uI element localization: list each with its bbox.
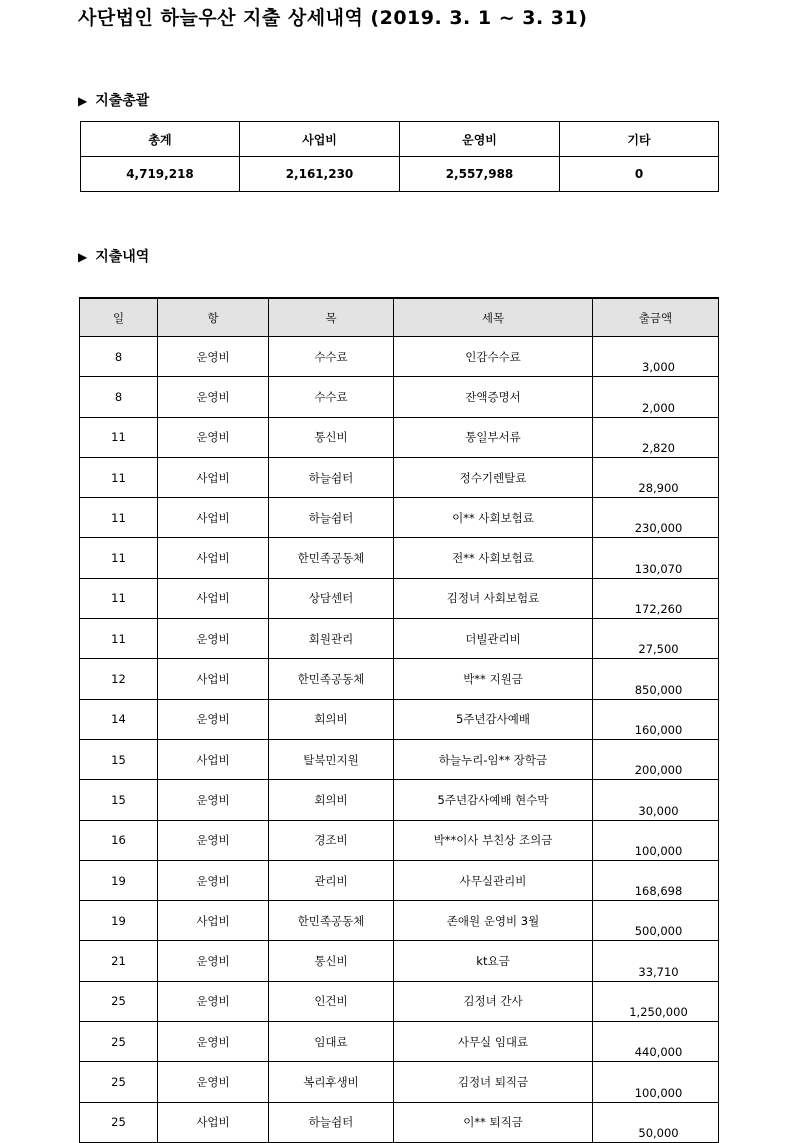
header-category: 항 — [158, 298, 269, 337]
cell-subitem: 인감수수료 — [394, 337, 593, 377]
cell-subitem: 김정녀 간사 — [394, 981, 593, 1021]
cell-category: 사업비 — [158, 457, 269, 497]
cell-category: 사업비 — [158, 1102, 269, 1142]
table-row — [80, 981, 719, 1021]
summary-value-operation: 2,557,988 — [400, 157, 560, 192]
cell-category: 사업비 — [158, 659, 269, 699]
table-row — [80, 1062, 719, 1102]
cell-subitem: 잔액증명서 — [394, 377, 593, 417]
cell-day: 11 — [80, 538, 158, 578]
cell-category: 운영비 — [158, 619, 269, 659]
cell-day: 15 — [80, 739, 158, 779]
cell-day: 25 — [80, 1102, 158, 1142]
summary-header-other: 기타 — [560, 122, 719, 157]
cell-amount: 172,260 — [593, 578, 719, 618]
header-item: 목 — [269, 298, 394, 337]
cell-subitem: 이** 퇴직금 — [394, 1102, 593, 1142]
cell-day: 11 — [80, 498, 158, 538]
cell-amount: 28,900 — [593, 457, 719, 497]
cell-day: 25 — [80, 1062, 158, 1102]
cell-item: 통신비 — [269, 417, 394, 457]
cell-item: 회원관리 — [269, 619, 394, 659]
cell-item: 관리비 — [269, 860, 394, 900]
cell-day: 11 — [80, 578, 158, 618]
table-row — [80, 457, 719, 497]
cell-day: 16 — [80, 820, 158, 860]
cell-day: 8 — [80, 337, 158, 377]
cell-category: 사업비 — [158, 901, 269, 941]
cell-amount: 500,000 — [593, 901, 719, 941]
table-row — [80, 337, 719, 377]
table-row — [80, 941, 719, 981]
cell-day: 11 — [80, 417, 158, 457]
cell-subitem: 정수기렌탈료 — [394, 457, 593, 497]
cell-subitem: 전** 사회보험료 — [394, 538, 593, 578]
cell-category: 운영비 — [158, 860, 269, 900]
cell-category: 사업비 — [158, 739, 269, 779]
cell-subitem: 박** 지원금 — [394, 659, 593, 699]
summary-heading-text: 지출총괄 — [95, 93, 150, 109]
cell-category: 운영비 — [158, 417, 269, 457]
table-row — [80, 659, 719, 699]
summary-value-row — [81, 157, 719, 192]
cell-day: 21 — [80, 941, 158, 981]
cell-amount: 2,000 — [593, 377, 719, 417]
cell-item: 인건비 — [269, 981, 394, 1021]
cell-subitem: 이** 사회보험료 — [394, 498, 593, 538]
cell-day: 19 — [80, 901, 158, 941]
cell-amount: 50,000 — [593, 1102, 719, 1142]
summary-header-operation: 운영비 — [400, 122, 560, 157]
detail-table — [79, 297, 719, 1143]
cell-category: 사업비 — [158, 538, 269, 578]
cell-amount: 130,070 — [593, 538, 719, 578]
table-row — [80, 699, 719, 739]
cell-subitem: 하늘누리-임** 장학금 — [394, 739, 593, 779]
table-row — [80, 417, 719, 457]
cell-amount: 100,000 — [593, 820, 719, 860]
cell-amount: 160,000 — [593, 699, 719, 739]
cell-day: 11 — [80, 457, 158, 497]
cell-amount: 200,000 — [593, 739, 719, 779]
cell-subitem: 사무실 임대료 — [394, 1022, 593, 1062]
cell-item: 하늘쉼터 — [269, 498, 394, 538]
table-row — [80, 377, 719, 417]
cell-item: 회의비 — [269, 780, 394, 820]
cell-day: 8 — [80, 377, 158, 417]
table-row — [80, 1102, 719, 1142]
cell-category: 사업비 — [158, 498, 269, 538]
triangle-bullet-icon: ▶ — [78, 250, 88, 264]
cell-item: 탈북민지원 — [269, 739, 394, 779]
cell-item: 복리후생비 — [269, 1062, 394, 1102]
cell-category: 운영비 — [158, 1062, 269, 1102]
summary-header-row — [81, 122, 719, 157]
cell-item: 한민족공동체 — [269, 659, 394, 699]
cell-item: 한민족공동체 — [269, 901, 394, 941]
cell-category: 운영비 — [158, 337, 269, 377]
cell-item: 상담센터 — [269, 578, 394, 618]
page-title: 사단법인 하늘우산 지출 상세내역 (2019. 3. 1 ~ 3. 31) — [78, 7, 588, 29]
cell-category: 운영비 — [158, 699, 269, 739]
summary-value-business: 2,161,230 — [240, 157, 400, 192]
detail-section-heading — [78, 246, 149, 266]
cell-item: 수수료 — [269, 377, 394, 417]
table-row — [80, 619, 719, 659]
table-row — [80, 578, 719, 618]
table-row — [80, 860, 719, 900]
triangle-bullet-icon: ▶ — [78, 94, 88, 108]
detail-heading-text: 지출내역 — [95, 249, 150, 265]
cell-subitem: 존애원 운영비 3월 — [394, 901, 593, 941]
cell-day: 25 — [80, 1022, 158, 1062]
header-subitem: 세목 — [394, 298, 593, 337]
table-row — [80, 780, 719, 820]
cell-amount: 3,000 — [593, 337, 719, 377]
table-row — [80, 820, 719, 860]
cell-item: 하늘쉼터 — [269, 1102, 394, 1142]
summary-value-other: 0 — [560, 157, 719, 192]
summary-table — [80, 121, 719, 192]
header-day: 일 — [80, 298, 158, 337]
cell-amount: 168,698 — [593, 860, 719, 900]
cell-day: 12 — [80, 659, 158, 699]
table-row — [80, 901, 719, 941]
cell-category: 운영비 — [158, 981, 269, 1021]
cell-subitem: 5주년감사예배 — [394, 699, 593, 739]
cell-category: 운영비 — [158, 820, 269, 860]
table-row — [80, 538, 719, 578]
cell-item: 하늘쉼터 — [269, 457, 394, 497]
cell-item: 경조비 — [269, 820, 394, 860]
cell-subitem: 통일부서류 — [394, 417, 593, 457]
header-amount: 출금액 — [593, 298, 719, 337]
table-row — [80, 498, 719, 538]
cell-amount: 850,000 — [593, 659, 719, 699]
cell-item: 임대료 — [269, 1022, 394, 1062]
cell-day: 25 — [80, 981, 158, 1021]
cell-day: 15 — [80, 780, 158, 820]
cell-category: 운영비 — [158, 941, 269, 981]
summary-value-total: 4,719,218 — [81, 157, 240, 192]
cell-amount: 100,000 — [593, 1062, 719, 1102]
cell-day: 14 — [80, 699, 158, 739]
cell-item: 한민족공동체 — [269, 538, 394, 578]
cell-amount: 230,000 — [593, 498, 719, 538]
cell-amount: 2,820 — [593, 417, 719, 457]
cell-amount: 1,250,000 — [593, 981, 719, 1021]
cell-amount: 27,500 — [593, 619, 719, 659]
cell-item: 수수료 — [269, 337, 394, 377]
cell-category: 운영비 — [158, 377, 269, 417]
cell-subitem: 김정녀 퇴직금 — [394, 1062, 593, 1102]
cell-item: 회의비 — [269, 699, 394, 739]
cell-amount: 33,710 — [593, 941, 719, 981]
cell-amount: 440,000 — [593, 1022, 719, 1062]
cell-item: 통신비 — [269, 941, 394, 981]
cell-subitem: 김정녀 사회보험료 — [394, 578, 593, 618]
detail-header-row — [80, 298, 719, 337]
cell-subitem: 더빌관리비 — [394, 619, 593, 659]
cell-day: 11 — [80, 619, 158, 659]
table-row — [80, 739, 719, 779]
cell-subitem: 박**이사 부친상 조의금 — [394, 820, 593, 860]
summary-header-total: 총계 — [81, 122, 240, 157]
cell-category: 사업비 — [158, 578, 269, 618]
cell-subitem: 5주년감사예배 현수막 — [394, 780, 593, 820]
cell-day: 19 — [80, 860, 158, 900]
table-row — [80, 1022, 719, 1062]
cell-category: 운영비 — [158, 1022, 269, 1062]
summary-section-heading — [78, 90, 149, 110]
summary-header-business: 사업비 — [240, 122, 400, 157]
cell-category: 운영비 — [158, 780, 269, 820]
cell-subitem: kt요금 — [394, 941, 593, 981]
cell-amount: 30,000 — [593, 780, 719, 820]
cell-subitem: 사무실관리비 — [394, 860, 593, 900]
